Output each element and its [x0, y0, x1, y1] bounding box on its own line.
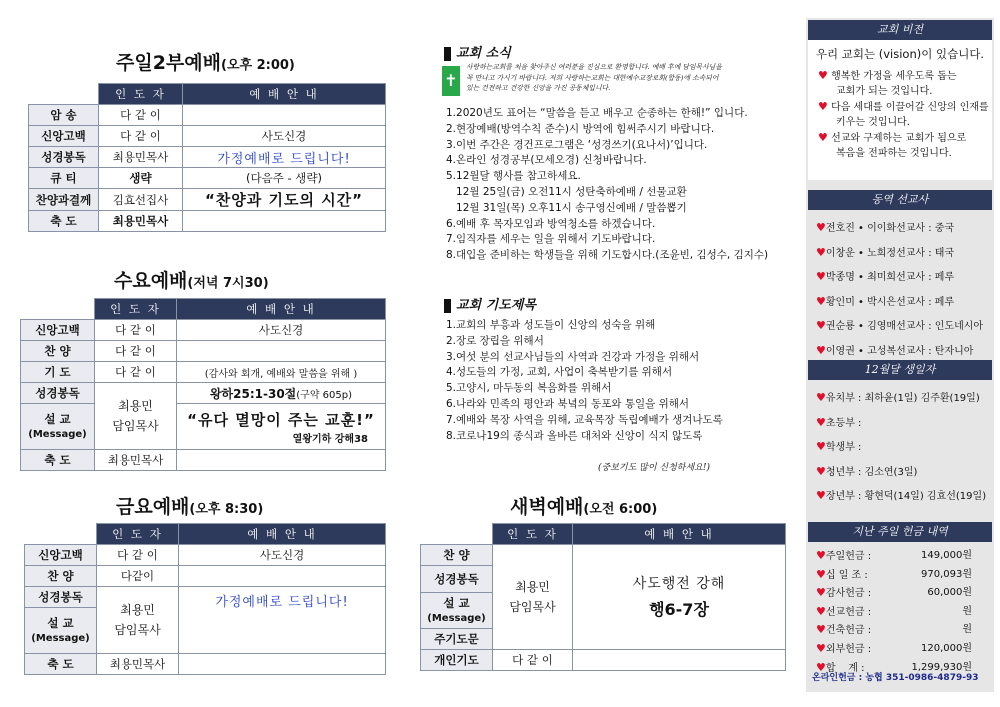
sermon-series: 열왕기하 강해38: [292, 433, 368, 445]
sermon-title: “유다 멸망이 주는 교훈!”: [187, 410, 375, 429]
header-info: 예 배 안 내: [177, 299, 386, 320]
list-item: ♥합 계 : 1,299,930원: [816, 660, 972, 674]
heart-icon: ♥: [816, 660, 826, 674]
row-leader: 김효선집사: [99, 189, 183, 211]
row-leader: 다 같 이: [493, 650, 573, 671]
list-item: ♥십 일 조 : 970,093원: [816, 567, 972, 581]
header-leader: 인 도 자: [99, 84, 183, 105]
row-label: 설 교 (Message): [421, 593, 493, 629]
row-label: 신앙고백: [21, 320, 95, 341]
leader-name: 최용민: [120, 603, 155, 617]
offering-list: [816, 547, 986, 677]
table-row: [21, 450, 386, 471]
header-leader: 인 도 자: [97, 524, 179, 545]
news-list: [446, 106, 768, 264]
table-header: [21, 299, 386, 320]
list-item: 1.교회의 부흥과 성도들이 신앙의 성숙을 위해: [446, 319, 656, 331]
row-info: [179, 654, 386, 675]
row-info: (다음주 - 생략): [183, 168, 386, 189]
row-label: 성경봉독: [21, 383, 95, 404]
row-label: 축 도: [29, 211, 99, 232]
row-leader: [97, 587, 179, 654]
leader-role: 담임목사: [114, 623, 161, 637]
list-item: ♥초등부 :: [816, 415, 862, 429]
heart-icon: ♥: [816, 415, 826, 429]
table-row: [25, 654, 386, 675]
heart-icon: ♥: [816, 270, 826, 283]
scripture-page: (구약 605p): [296, 389, 353, 401]
list-item: 복음을 전파하는 것입니다.: [836, 148, 952, 159]
row-info: (감사와 회개, 예배와 말씀을 위해 ): [177, 362, 386, 383]
row-leader: 다 같 이: [95, 362, 177, 383]
list-item: 교회가 되는 것입니다.: [836, 86, 933, 97]
list-item: 5.12월달 행사를 참고하세요.: [446, 170, 581, 183]
list-item: 12월 31일(목) 오후11시 송구영신예배 / 말씀뽑기: [446, 201, 687, 214]
heart-icon: ♥: [816, 549, 826, 562]
vision-lead: 우리 교회는 (vision)이 있습니다.: [815, 47, 985, 61]
table-row: [29, 189, 386, 211]
row-label: 신앙고백: [29, 126, 99, 147]
cross-icon: ✝: [442, 66, 460, 96]
list-item: ♥건축헌금 : 원: [816, 623, 972, 637]
row-info: 사도신경: [177, 320, 386, 341]
sermon-series: 사도행전 강해: [632, 576, 726, 592]
table-row: [21, 341, 386, 362]
heart-icon: ♥: [816, 641, 826, 655]
list-item: 2.현장예배(방역수칙 준수)시 방역에 힘써주시기 바랍니다.: [446, 122, 715, 135]
table-row: [421, 545, 786, 566]
row-label: 축 도: [21, 450, 95, 471]
table-row: [29, 211, 386, 232]
list-item: 2.장로 장립을 위해서: [446, 334, 544, 347]
heart-icon: ♥: [818, 100, 828, 113]
row-label: 찬 양: [25, 566, 97, 587]
heart-icon: ♥: [816, 586, 826, 600]
heart-icon: ♥: [816, 567, 826, 581]
row-label: 설 교 (Message): [21, 404, 95, 450]
sermon-chapter: 행6-7장: [649, 600, 709, 619]
row-label: 주기도문: [421, 629, 493, 650]
table-row: [29, 168, 386, 189]
list-item: 키우는 것입니다.: [836, 117, 910, 128]
list-item: ♥ 행복한 가정을 세우도록 돕는: [818, 69, 957, 82]
news-heading: 교회 소식: [444, 42, 511, 61]
table-row: [21, 404, 386, 450]
vision-list: [818, 68, 989, 161]
scripture-ref: 왕하25:1-30절: [209, 386, 297, 401]
birthdays-heading: 12월달 생일자: [808, 360, 992, 380]
row-label: 개인기도: [421, 650, 493, 671]
heart-icon: ♥: [818, 131, 828, 144]
table-row: [21, 383, 386, 404]
news-intro: 사랑하는교회를 처음 찾아주신 여러분을 진심으로 환영합니다. 예배 후에 담임목사님을 꼭 만나고 가시기 바랍니다. 저희 사랑하는교회는 대한예수교장로회(합동)에 소속되어 있는 건전하고 건강한 신앙을 가진 공동체입니다.: [466, 63, 722, 92]
list-item: 3.이번 주간은 경건프로그램은 ‘성경쓰기(요나서)’입니다.: [446, 138, 708, 151]
friday-service-table: [24, 523, 386, 675]
dawn-service-table: [420, 523, 786, 671]
heart-icon: ♥: [816, 391, 826, 404]
heart-icon: ♥: [816, 221, 826, 234]
table-header: [25, 524, 386, 545]
table-row: [21, 320, 386, 341]
row-info: [179, 566, 386, 587]
table-row: [29, 126, 386, 147]
row-info: [183, 211, 386, 232]
row-leader: 다 같 이: [97, 545, 179, 566]
list-item: 6.예배 후 목자모임과 방역청소를 하겠습니다.: [446, 217, 656, 230]
list-item: 7.임직자를 세우는 일을 위해서 기도바랍니다.: [446, 233, 656, 246]
wednesday-service-title: 수요예배(저녁 7시30): [114, 270, 269, 292]
birthdays-list: [816, 386, 986, 509]
row-leader: 최용민목사: [97, 654, 179, 675]
row-label: 신앙고백: [25, 545, 97, 566]
vision-heading: 교회 비전: [808, 20, 992, 40]
list-item: ♥청년부 : 김소연(3일): [816, 464, 918, 478]
sunday-service-title: 주일2부예배(오후 2:00): [116, 52, 295, 74]
list-item: ♥학생부 :: [816, 440, 862, 453]
header-info: 예 배 안 내: [183, 84, 386, 105]
online-offering-account: 온라인헌금 : 농협 351-0986-4879-93: [812, 673, 979, 683]
list-item: 8.대입을 준비하는 학생들을 위해 기도합시다.(조윤빈, 김성수, 김지수): [446, 249, 769, 262]
row-info: 가정예배로 드립니다!: [183, 147, 386, 168]
list-item: ♥전호진 • 이이화선교사 : 중국: [816, 221, 955, 234]
heart-icon: ♥: [816, 319, 826, 332]
list-item: ♥ 다음 세대를 이끌어갈 신앙의 인재를: [818, 100, 989, 113]
heart-icon: ♥: [816, 440, 826, 453]
list-item: ♥박종명 • 최미희선교사 : 페루: [816, 270, 955, 283]
row-label: 큐 티: [29, 168, 99, 189]
list-item: ♥장년부 : 황현덕(14일) 김효선(19일): [816, 489, 987, 502]
row-leader: 다 같 이: [99, 126, 183, 147]
heart-icon: ♥: [816, 623, 826, 637]
heart-icon: ♥: [816, 489, 826, 502]
row-label: 암 송: [29, 105, 99, 126]
row-label: 기 도: [21, 362, 95, 383]
row-info: [573, 545, 786, 650]
table-row: [29, 105, 386, 126]
list-item: 3.여섯 분의 선교사님들의 사역과 건강과 가정을 위해서: [446, 350, 700, 363]
list-item: 4.성도들의 가정, 교회, 사업이 축복받기를 위해서: [446, 366, 673, 379]
leader-role: 담임목사: [112, 419, 159, 433]
list-item: 8.코로나19의 종식과 올바른 대처와 신앙이 식지 않도록: [446, 429, 703, 442]
table-row: [421, 650, 786, 671]
row-info: “찬양과 기도의 시간”: [183, 189, 386, 211]
row-info: 가정예배로 드립니다!: [179, 587, 386, 654]
list-item: ♥주일헌금 : 149,000원: [816, 549, 972, 562]
table-row: [29, 147, 386, 168]
row-label: 찬양과결께: [29, 189, 99, 211]
heart-icon: ♥: [816, 294, 826, 308]
missionaries-list: [816, 216, 983, 363]
leader-name: 최용민: [515, 580, 550, 594]
list-item: 5.고양시, 마두동의 복음화를 위해서: [446, 382, 612, 395]
list-item: 12월 25일(금) 오전11시 성탄축하예배 / 선물교환: [446, 185, 687, 198]
list-item: ♥황인미 • 박시은선교사 : 페루: [816, 294, 955, 308]
list-item: 7.예배와 목장 사역을 위해, 교육목장 독립예배가 생겨나도록: [446, 413, 723, 426]
table-row: [21, 362, 386, 383]
heart-icon: ♥: [816, 464, 826, 478]
list-item: 1.2020년도 표어는 “말씀을 듣고 배우고 순종하는 한해!” 입니다.: [446, 107, 748, 119]
row-label: 축 도: [25, 654, 97, 675]
row-leader: 최용민목사: [95, 450, 177, 471]
missionaries-heading: 동역 선교사: [808, 190, 992, 210]
row-label: 찬 양: [21, 341, 95, 362]
wednesday-service-table: [20, 298, 386, 471]
row-label: 성경봉독: [421, 566, 493, 593]
row-info: 사도신경: [183, 126, 386, 147]
header-leader: 인 도 자: [95, 299, 177, 320]
list-item: ♥권순룡 • 김영매선교사 : 인도네시아: [816, 319, 984, 332]
row-label: 성경봉독: [25, 587, 97, 608]
friday-service-title: 금요예배(오후 8:30): [116, 496, 264, 518]
row-info: [177, 383, 386, 404]
table-row: [25, 545, 386, 566]
heart-icon: ♥: [816, 604, 826, 618]
table-header: [421, 524, 786, 545]
leader-role: 담임목사: [509, 600, 556, 614]
row-info: [177, 404, 386, 450]
row-leader: 다 같 이: [95, 341, 177, 362]
row-leader: 생략: [99, 168, 183, 189]
row-info: [177, 341, 386, 362]
header-info: 예 배 안 내: [179, 524, 386, 545]
header-info: 예 배 안 내: [573, 524, 786, 545]
row-info: 사도신경: [179, 545, 386, 566]
table-row: [25, 587, 386, 608]
heart-icon: ♥: [816, 245, 826, 259]
heart-icon: ♥: [816, 343, 826, 357]
dawn-service-title: 새벽예배(오전 6:00): [510, 496, 658, 518]
prayer-heading: 교회 기도제목: [444, 294, 536, 313]
prayer-list: [446, 318, 723, 444]
row-label: 성경봉독: [29, 147, 99, 168]
list-item: ♥이창운 • 노희정선교사 : 태국: [816, 245, 955, 259]
leader-name: 최용민: [118, 399, 153, 413]
heart-icon: ♥: [818, 69, 828, 82]
sunday-service-table: [28, 83, 386, 232]
row-leader: [95, 383, 177, 450]
list-item: 6.나라와 민족의 평안과 북녘의 동포와 통일을 위해서: [446, 397, 690, 410]
offering-heading: 지난 주일 헌금 내역: [808, 522, 992, 542]
table-header: [29, 84, 386, 105]
row-leader: 다 같 이: [99, 105, 183, 126]
list-item: ♥ 선교와 구제하는 교회가 됨으로: [818, 131, 967, 144]
prayer-footer: (중보기도 많이 신청하세요!): [598, 463, 710, 473]
list-item: 4.온라인 성경공부(모세오경) 신청바랍니다.: [446, 154, 647, 167]
row-leader: 최용민목사: [99, 147, 183, 168]
row-leader: 다 같 이: [95, 320, 177, 341]
table-row: [25, 566, 386, 587]
list-item: ♥유치부 : 최하윤(1일) 김주환(19일): [816, 391, 980, 404]
list-item: ♥이영권 • 고성복선교사 : 탄자니아: [816, 343, 974, 357]
row-leader: [493, 545, 573, 650]
row-label: 찬 양: [421, 545, 493, 566]
row-info: [183, 105, 386, 126]
list-item: ♥선교헌금 : 원: [816, 604, 972, 618]
row-info: [177, 450, 386, 471]
list-item: ♥외부헌금 : 120,000원: [816, 641, 972, 655]
row-label: 설 교 (Message): [25, 608, 97, 654]
row-leader: 다같이: [97, 566, 179, 587]
header-leader: 인 도 자: [493, 524, 573, 545]
row-leader: 최용민목사: [99, 211, 183, 232]
list-item: ♥감사헌금 : 60,000원: [816, 586, 972, 600]
